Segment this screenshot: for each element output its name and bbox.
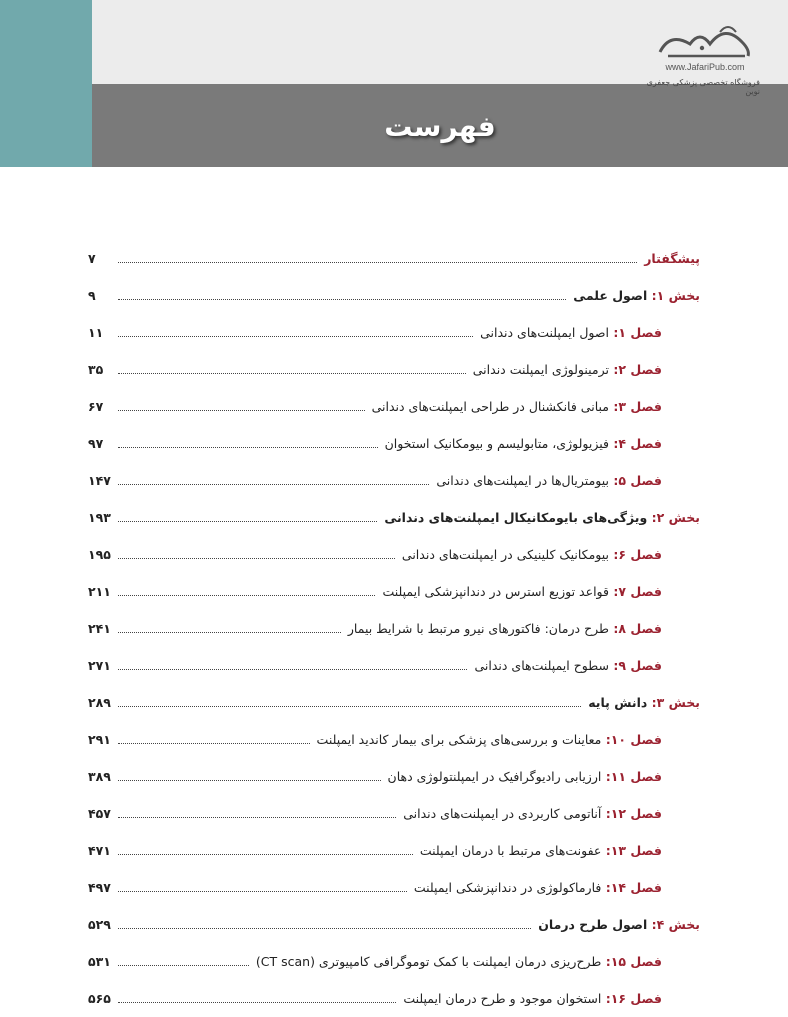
toc-section-entry[interactable] xyxy=(88,684,700,721)
toc-entry-name: پیشگفتار xyxy=(644,251,700,266)
logo-tagline: فروشگاه تخصصی پزشکی جعفری نوین xyxy=(646,78,760,96)
toc-entry-prefix: فصل ۸: xyxy=(608,621,662,636)
toc-page-number: ۴۵۷ xyxy=(88,806,111,821)
toc-entry-label xyxy=(382,436,662,451)
dot-leader xyxy=(118,447,378,448)
dot-leader xyxy=(118,817,396,818)
toc-entry-prefix: فصل ۱۴: xyxy=(601,880,662,895)
toc-entry-label xyxy=(253,954,662,969)
toc-page-number: ۱۹۵ xyxy=(88,547,111,562)
dot-leader xyxy=(118,558,395,559)
toc-chapter-entry[interactable] xyxy=(88,943,700,980)
table-of-contents xyxy=(88,240,700,1017)
toc-page-number: ۵۳۱ xyxy=(88,954,111,969)
toc-page-number: ۹۷ xyxy=(88,436,104,451)
toc-page-number: ۴۹۷ xyxy=(88,880,111,895)
toc-page-number: ۲۷۱ xyxy=(88,658,111,673)
toc-entry-prefix: فصل ۱۱: xyxy=(601,769,662,784)
toc-entry-name: استخوان موجود و طرح درمان ایمپلنت xyxy=(403,991,602,1006)
toc-entry-prefix: فصل ۳: xyxy=(608,399,662,414)
dot-leader xyxy=(118,484,429,485)
toc-chapter-entry[interactable] xyxy=(88,647,700,684)
dot-leader xyxy=(118,891,407,892)
toc-entry-prefix: فصل ۵: xyxy=(608,473,662,488)
logo-url: www.JafariPub.com xyxy=(665,62,745,72)
dot-leader xyxy=(118,632,341,633)
toc-entry-label xyxy=(345,621,662,636)
toc-chapter-entry[interactable] xyxy=(88,536,700,573)
dot-leader xyxy=(118,706,581,707)
toc-section-entry[interactable] xyxy=(88,499,700,536)
toc-entry-name: اصول علمی xyxy=(573,288,648,303)
toc-page-number: ۱۱ xyxy=(88,325,104,340)
toc-page-number: ۳۸۹ xyxy=(88,769,111,784)
toc-entry-name: ترمینولوژی ایمپلنت دندانی xyxy=(472,362,609,377)
toc-page-number: ۱۹۳ xyxy=(88,510,111,525)
toc-entry-name: بیومتریال‌ها در ایمپلنت‌های دندانی xyxy=(436,473,609,488)
toc-entry-prefix: فصل ۱۲: xyxy=(601,806,662,821)
page-title: فهرست xyxy=(384,110,496,143)
toc-entry-prefix: فصل ۷: xyxy=(608,584,662,599)
dot-leader xyxy=(118,410,365,411)
dot-leader xyxy=(118,780,381,781)
toc-entry-name: مبانی فانکشنال در طراحی ایمپلنت‌های دندانی xyxy=(371,399,609,414)
toc-entry-prefix: بخش ۲: xyxy=(647,510,700,525)
toc-chapter-entry[interactable] xyxy=(88,869,700,906)
toc-entry-name: عفونت‌های مرتبط با درمان ایمپلنت xyxy=(419,843,602,858)
toc-section-entry[interactable] xyxy=(88,277,700,314)
toc-entry-label xyxy=(417,843,662,858)
toc-entry-name: فیزیولوژی، متابولیسم و بیومکانیک استخوان xyxy=(384,436,609,451)
toc-page-number: ۵۲۹ xyxy=(88,917,111,932)
toc-entry-prefix: بخش ۱: xyxy=(647,288,700,303)
toc-entry-label xyxy=(585,695,700,710)
toc-entry-name: فارماکولوژی در دندانپزشکی ایمپلنت xyxy=(413,880,602,895)
toc-entry-name: اصول طرح درمان xyxy=(538,917,648,932)
toc-page-number: ۲۹۱ xyxy=(88,732,111,747)
toc-entry-label xyxy=(314,732,662,747)
toc-chapter-entry[interactable] xyxy=(88,573,700,610)
toc-entry-label xyxy=(471,658,662,673)
toc-page-number: ۳۵ xyxy=(88,362,104,377)
toc-chapter-entry[interactable] xyxy=(88,351,700,388)
toc-entry-label xyxy=(535,917,700,932)
toc-entry-name: قواعد توزیع استرس در دندانپزشکی ایمپلنت xyxy=(382,584,609,599)
toc-entry-label xyxy=(379,584,662,599)
toc-entry-name: سطوح ایمپلنت‌های دندانی xyxy=(474,658,609,673)
dot-leader xyxy=(118,743,310,744)
toc-entry-name: طرح درمان: فاکتورهای نیرو مرتبط با شرایط بیمار xyxy=(347,621,609,636)
dot-leader xyxy=(118,373,466,374)
toc-entry-prefix: فصل ۱۵: xyxy=(601,954,662,969)
toc-entry-prefix: بخش ۴: xyxy=(647,917,700,932)
toc-entry-label xyxy=(641,251,700,266)
toc-entry-name: آناتومی کاربردی در ایمپلنت‌های دندانی xyxy=(403,806,602,821)
toc-entry-label xyxy=(433,473,662,488)
teal-corner-block xyxy=(0,0,92,167)
toc-page-number: ۲۸۹ xyxy=(88,695,111,710)
toc-entry-label xyxy=(399,547,662,562)
toc-chapter-entry[interactable] xyxy=(88,610,700,647)
toc-entry-prefix: فصل ۶: xyxy=(608,547,662,562)
toc-chapter-entry[interactable] xyxy=(88,795,700,832)
toc-page-number: ۱۴۷ xyxy=(88,473,111,488)
toc-chapter-entry[interactable] xyxy=(88,721,700,758)
toc-section-entry[interactable] xyxy=(88,906,700,943)
toc-page-number: ۵۶۵ xyxy=(88,991,111,1006)
toc-entry-name: ویژگی‌های بایومکانیکال ایمپلنت‌های دندانی xyxy=(384,510,648,525)
toc-entry-prefix: فصل ۹: xyxy=(608,658,662,673)
toc-entry-label xyxy=(470,362,662,377)
toc-entry-label xyxy=(400,991,662,1006)
toc-entry-name: بیومکانیک کلینیکی در ایمپلنت‌های دندانی xyxy=(401,547,609,562)
toc-entry-name: دانش پایه xyxy=(588,695,648,710)
dot-leader xyxy=(118,595,375,596)
toc-page-number: ۶۷ xyxy=(88,399,104,414)
dot-leader xyxy=(118,854,413,855)
toc-entry-prefix: فصل ۱۰: xyxy=(601,732,662,747)
toc-page-number: ۷ xyxy=(88,251,96,266)
toc-entry-prefix: فصل ۱۶: xyxy=(601,991,662,1006)
toc-entry-prefix: بخش ۳: xyxy=(647,695,700,710)
toc-entry-prefix: فصل ۲: xyxy=(608,362,662,377)
toc-chapter-entry[interactable] xyxy=(88,980,700,1017)
toc-entry-label xyxy=(570,288,700,303)
toc-chapter-entry[interactable] xyxy=(88,388,700,425)
toc-page-number: ۲۴۱ xyxy=(88,621,111,636)
toc-entry-name: اصول ایمپلنت‌های دندانی xyxy=(480,325,609,340)
toc-section-entry[interactable] xyxy=(88,240,700,277)
toc-chapter-entry[interactable] xyxy=(88,314,700,351)
toc-chapter-entry[interactable] xyxy=(88,758,700,795)
toc-entry-prefix: فصل ۴: xyxy=(608,436,662,451)
toc-entry-name: طرح‌ریزی درمان ایمپلنت با کمک توموگرافی کامپیوتری (CT scan) xyxy=(255,954,602,969)
toc-entry-name: ارزیابی رادیوگرافیک در ایمپلنتولوژی دهان xyxy=(387,769,602,784)
toc-chapter-entry[interactable] xyxy=(88,832,700,869)
dot-leader xyxy=(118,262,637,263)
dot-leader xyxy=(118,965,249,966)
dot-leader xyxy=(118,336,473,337)
toc-chapter-entry[interactable] xyxy=(88,462,700,499)
toc-entry-label xyxy=(369,399,662,414)
toc-entry-prefix: فصل ۱۳: xyxy=(601,843,662,858)
toc-entry-label xyxy=(400,806,662,821)
toc-page-number: ۲۱۱ xyxy=(88,584,111,599)
dot-leader xyxy=(118,669,467,670)
dot-leader xyxy=(118,1002,396,1003)
toc-chapter-entry[interactable] xyxy=(88,425,700,462)
toc-entry-name: معاینات و بررسی‌های پزشکی برای بیمار کاندید ایمپلنت xyxy=(316,732,602,747)
toc-entry-label xyxy=(477,325,662,340)
toc-entry-prefix: فصل ۱: xyxy=(608,325,662,340)
toc-entry-label xyxy=(385,769,662,784)
toc-entry-label xyxy=(411,880,662,895)
toc-page-number: ۴۷۱ xyxy=(88,843,111,858)
toc-page-number: ۹ xyxy=(88,288,96,303)
toc-entry-label xyxy=(381,510,700,525)
dot-leader xyxy=(118,928,531,929)
dot-leader xyxy=(118,299,566,300)
dot-leader xyxy=(118,521,377,522)
